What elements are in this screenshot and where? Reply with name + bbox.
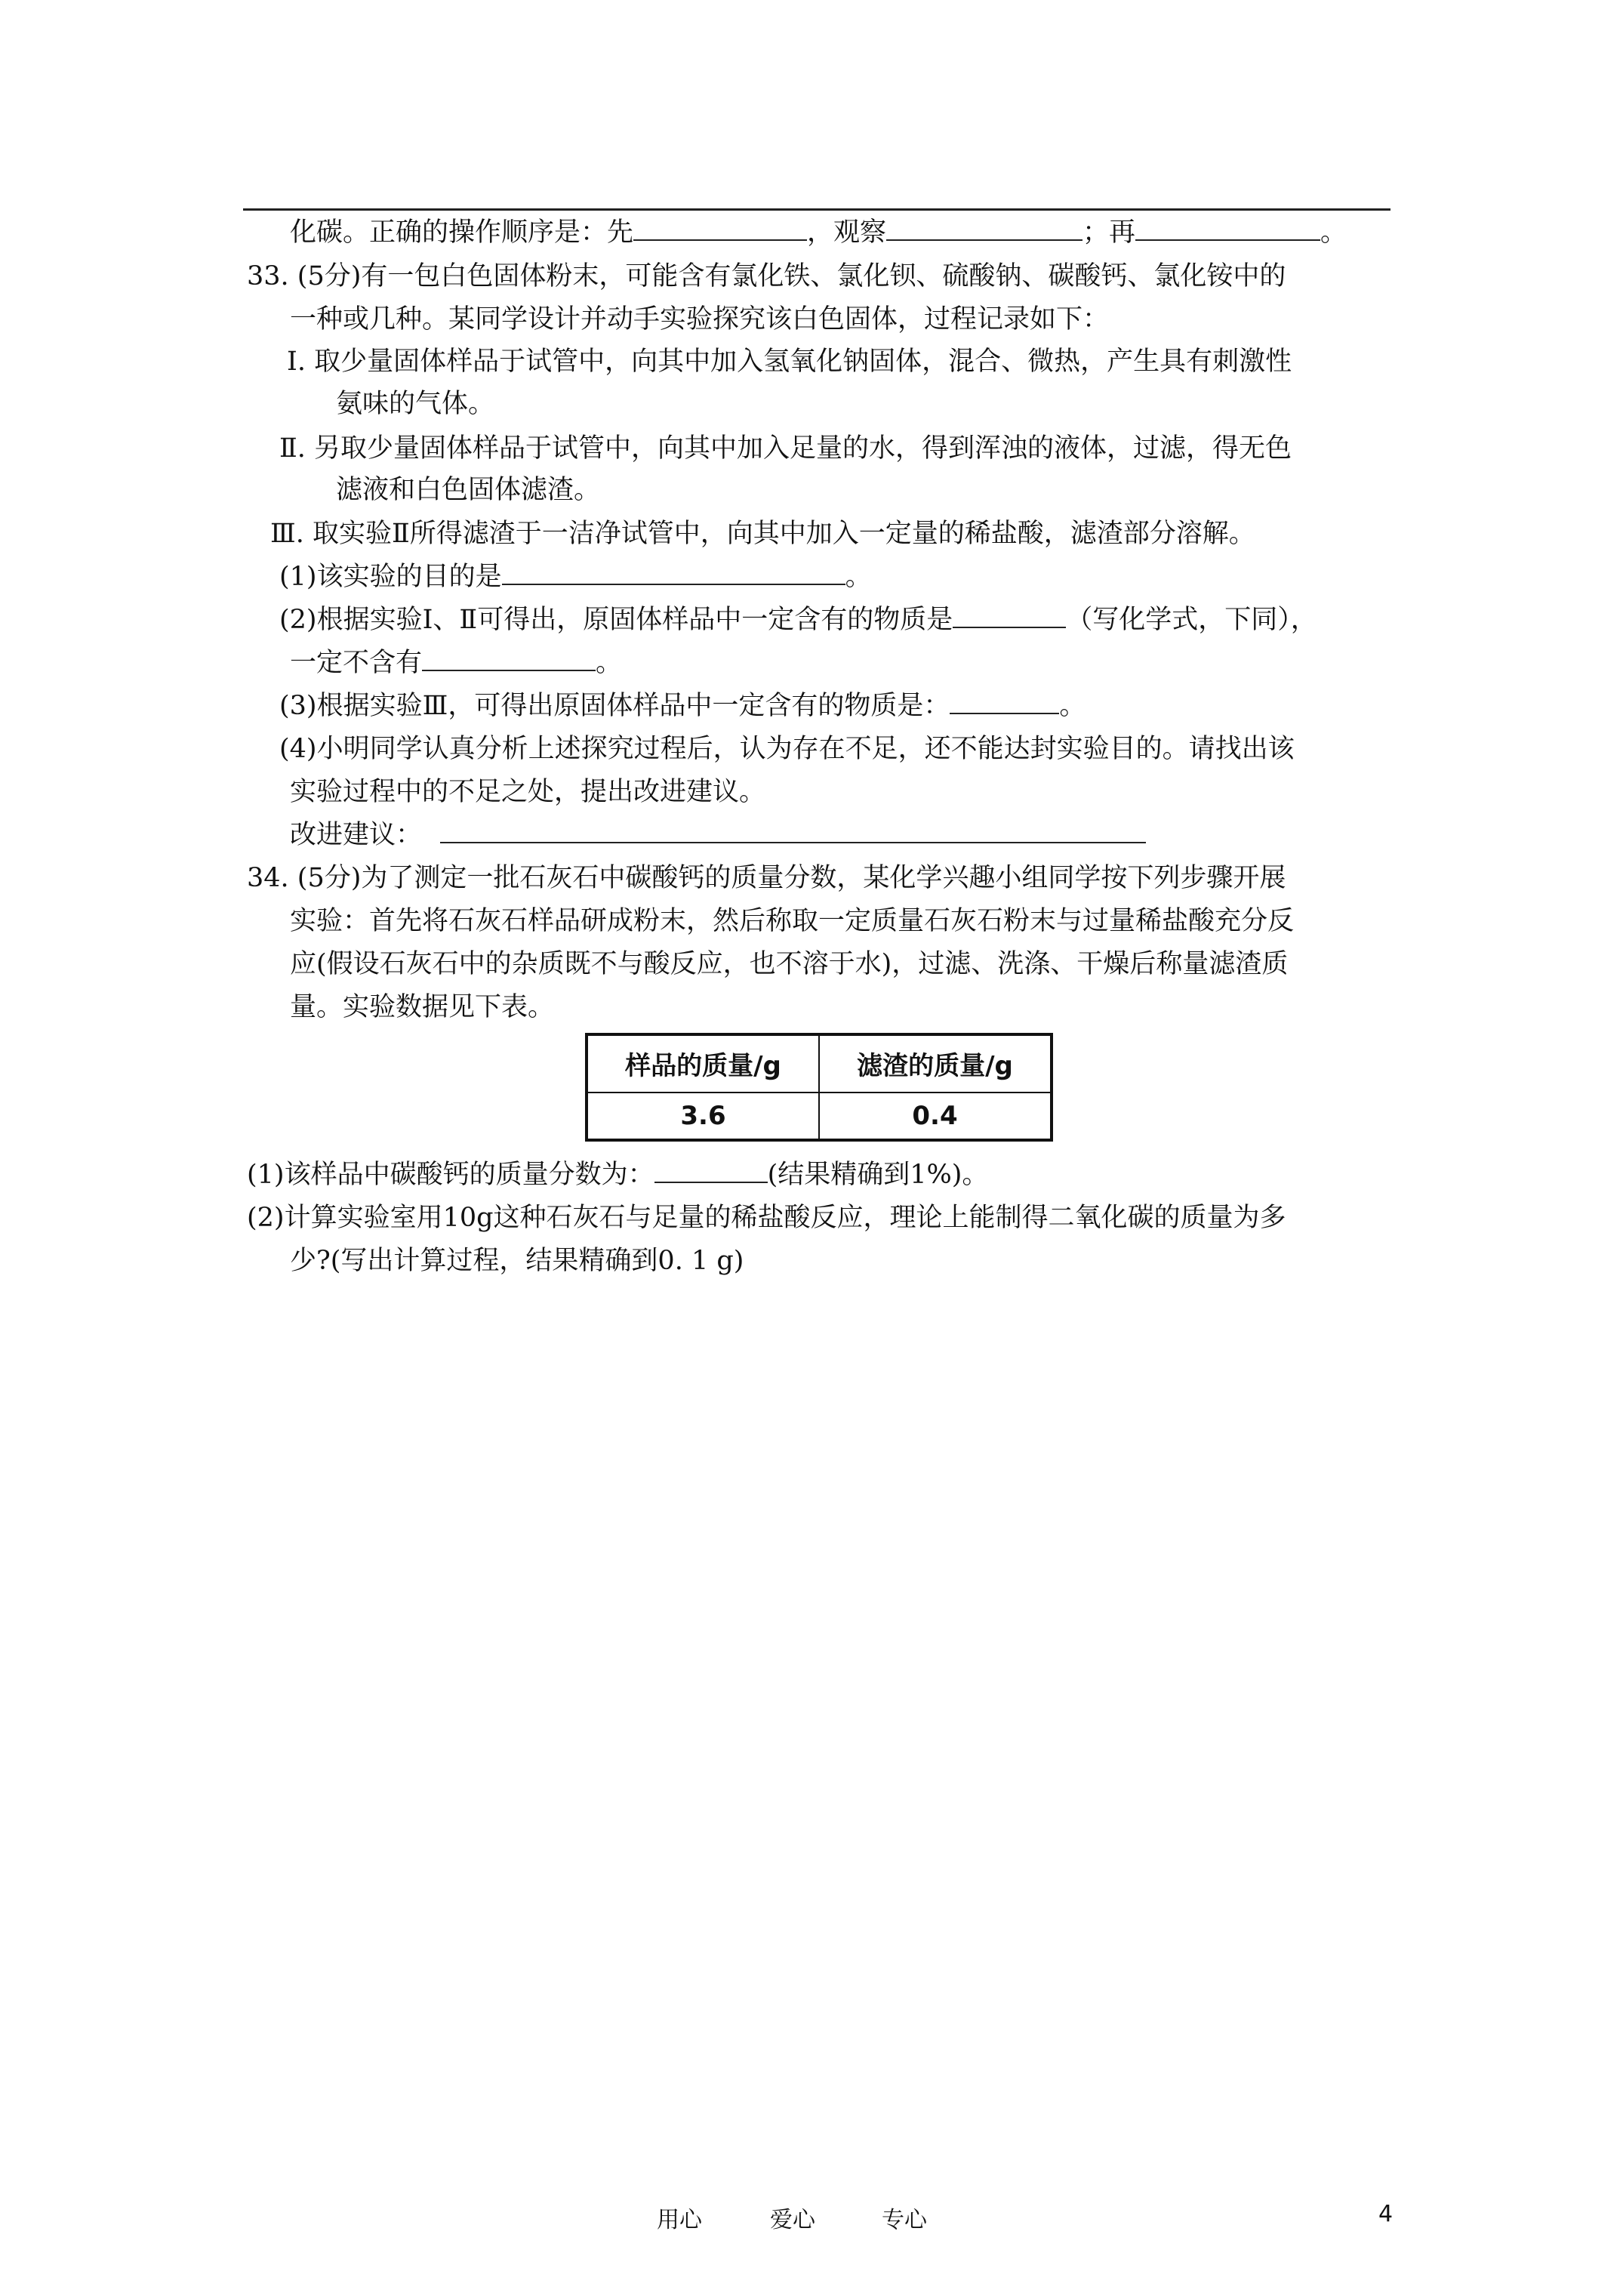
q33-sub1 — [279, 560, 872, 593]
q33-sub2 — [279, 603, 1317, 636]
answer-blank — [502, 561, 845, 585]
q33-step3: Ⅲ. 取实验Ⅱ所得滤渣于一洁净试管中，向其中加入一定量的稀盐酸，滤渣部分溶解。 — [270, 519, 1255, 549]
q34-stem-line2: 实验：首先将石灰石样品研成粉末，然后称取一定质量石灰石粉末与过量稀盐酸充分反 — [290, 906, 1295, 936]
text: 。 — [596, 648, 623, 678]
text: ；再 — [1083, 217, 1136, 248]
text: 。 — [1320, 217, 1347, 248]
text: 改进建议： — [290, 820, 423, 850]
q33-step2-line2: 滤液和白色固体滤渣。 — [336, 475, 601, 505]
text: 。 — [845, 562, 872, 592]
footer-motto-2: 爱心 — [770, 2207, 815, 2233]
table-cell: 3.6 — [587, 1093, 819, 1140]
text: (1)该样品中碳酸钙的质量分数为： — [247, 1160, 654, 1190]
text: (结果精确到1%)。 — [767, 1160, 989, 1190]
footer-motto-3: 专心 — [882, 2207, 927, 2233]
table-header: 滤渣的质量/g — [819, 1034, 1052, 1093]
q34-stem-line3: 应(假设石灰石中的杂质既不与酸反应，也不溶于水)，过滤、洗涤、干燥后称量滤渣质 — [290, 949, 1289, 979]
q33-step1-line2: 氨味的气体。 — [336, 389, 495, 419]
footer-motto-1: 用心 — [657, 2207, 702, 2233]
text: ，观察 — [807, 217, 887, 248]
answer-blank — [422, 647, 596, 671]
answer-blank — [654, 1159, 768, 1183]
q33-step2-line1: Ⅱ. 另取少量固体样品于试管中，向其中加入足量的水，得到浑浊的液体，过滤，得无色 — [279, 433, 1292, 464]
q34-sub2-line2: 少?(写出计算过程，结果精确到0. 1 g) — [290, 1246, 744, 1276]
q33-step1-line1: Ⅰ. 取少量固体样品于试管中，向其中加入氢氧化钠固体，混合、微热，产生具有刺激性 — [287, 347, 1292, 377]
q33-stem-line1: 33. (5分)有一包白色固体粉末，可能含有氯化铁、氯化钡、硫酸钠、碳酸钙、氯化铵中的 — [247, 261, 1286, 291]
table-header: 样品的质量/g — [587, 1034, 819, 1093]
q33-sub2-line2 — [290, 646, 622, 680]
answer-blank — [1135, 217, 1320, 241]
answer-blank — [633, 217, 807, 241]
carry-over-line — [290, 216, 1347, 249]
answer-blank — [953, 604, 1066, 628]
text: 。 — [1059, 691, 1086, 721]
page-number: 4 — [1378, 2201, 1394, 2227]
q33-sub4-line3 — [290, 818, 1146, 852]
q34-stem-line4: 量。实验数据见下表。 — [290, 992, 555, 1022]
q33-stem-line2: 一种或几种。某同学设计并动手实验探究该白色固体，过程记录如下： — [290, 304, 1110, 334]
text: 一定不含有 — [290, 648, 423, 678]
q33-sub4-line1: (4)小明同学认真分析上述探究过程后，认为存在不足，还不能达封实验目的。请找出该 — [279, 734, 1295, 764]
q33-sub4-line2: 实验过程中的不足之处，提出改进建议。 — [290, 777, 766, 807]
answer-blank — [886, 217, 1083, 241]
text: 化碳。正确的操作顺序是：先 — [290, 217, 634, 248]
answer-blank — [440, 819, 1146, 843]
text: (2)根据实验Ⅰ、Ⅱ可得出，原固体样品中一定含有的物质是 — [279, 605, 953, 635]
text: (1)该实验的目的是 — [279, 562, 502, 592]
q34-sub2-line1: (2)计算实验室用10g这种石灰石与足量的稀盐酸反应，理论上能制得二氧化碳的质量为多 — [247, 1203, 1286, 1233]
q34-sub1 — [247, 1158, 988, 1191]
table-cell: 0.4 — [819, 1093, 1052, 1140]
data-table — [585, 1033, 1053, 1142]
text: （写化学式，下同）， — [1066, 605, 1317, 635]
q34-stem-line1: 34. (5分)为了测定一批石灰石中碳酸钙的质量分数，某化学兴趣小组同学按下列步骤开展 — [247, 863, 1286, 893]
answer-blank — [950, 690, 1059, 714]
q33-sub3 — [279, 689, 1086, 723]
table-row — [587, 1093, 1052, 1140]
header-rule — [243, 208, 1390, 211]
text: (3)根据实验Ⅲ，可得出原固体样品中一定含有的物质是： — [279, 691, 950, 721]
table-header-row — [587, 1034, 1052, 1093]
